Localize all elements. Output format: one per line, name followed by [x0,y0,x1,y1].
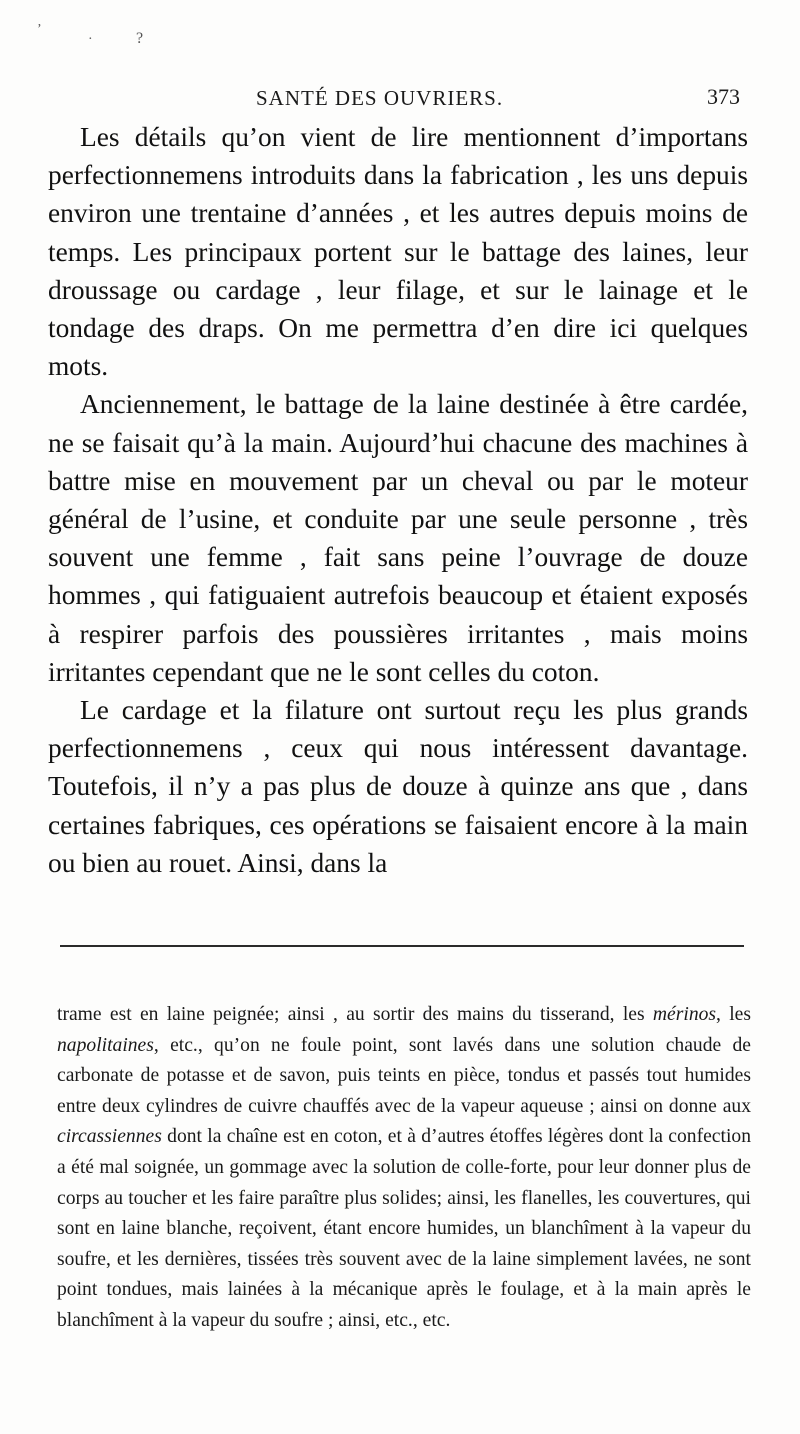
footnote [57,1000,751,1337]
main-text [48,118,748,882]
running-head: SANTÉ DES OUVRIERS. [256,86,504,110]
paragraph: Anciennement, le battage de la laine destinée à être cardée, ne se faisait qu’à la main. Aujourd’hui chacune des machines à battre mise en mouvement par un cheval ou par le moteur général de l’usine, et conduite par une seule personne , très souvent une femme , fait sans peine l’ouvrage de douze hommes , qui fatiguaient autrefois beaucoup et étaient exposés à respirer parfois des poussières irritantes , mais moins irritantes cependant que ne le sont celles du coton. [48,389,748,687]
stray-mark: ? [136,30,144,47]
footnote-italic: circassiennes [57,1126,162,1148]
footnote-fragment: trame est en laine peignée; ainsi , au sortir des mains du tisserand, les [57,1004,653,1025]
footnote-fragment: , etc., qu’on ne foule point, sont lavés dans une solution chaude de carbonate de potasse et de savon, puis teints en pièce, tondus et passés tout humides entre deux cylindres de cuivre chauffés avec de la vapeur aqueuse ; ainsi on donne aux [57,1034,751,1117]
paragraph: Le cardage et la filature ont surtout reçu les plus grands perfectionnemens , ceux qui nous intéressent davantage. Toutefois, il n’y a pas plus de douze à quinze ans que , dans certaines fabriques, ces opérations se faisaient encore à la main ou bien au rouet. Ainsi, dans la [48,695,748,878]
footnote-italic: napolitaines [57,1034,154,1056]
page-number: 373 [707,84,740,109]
paragraph: Les détails qu’on vient de lire mentionnent d’importans perfectionnemens introduits dans la fabrication , les uns depuis environ une trentaine d’années , et les autres depuis moins de temps. Les principaux portent sur le battage des laines, leur droussage ou cardage , leur filage, et sur le lainage et le tondage des draps. On me permettra d’en dire ici quelques mots. [48,122,748,382]
stray-mark: ʼ [37,22,42,37]
footnote-text [57,1000,751,1337]
footnote-italic: mérinos [652,1004,717,1025]
footnote-fragment: dont la chaîne est en coton, et à d’autres étoffes légères dont la confection a été mal soignée, un gommage avec la solution de colle-forte, pour leur donner plus de corps au toucher et les faire paraître plus solides; ainsi, les flanelles, les couvertures, qui sont en laine blanche, reçoivent, étant encore humides, un blanchîment à la vapeur du soufre, et les dernières, tissées très souvent avec de la laine simplement lavées, ne sont point tondues, mais lainées à la mécanique après le foulage, et à la main après le blanchîment à la vapeur du soufre ; ainsi, etc., etc. [57,1126,751,1331]
page-header [80,82,740,116]
stray-mark: · [88,32,93,47]
footnote-fragment: , les [716,1004,751,1025]
footnote-rule [60,945,744,947]
